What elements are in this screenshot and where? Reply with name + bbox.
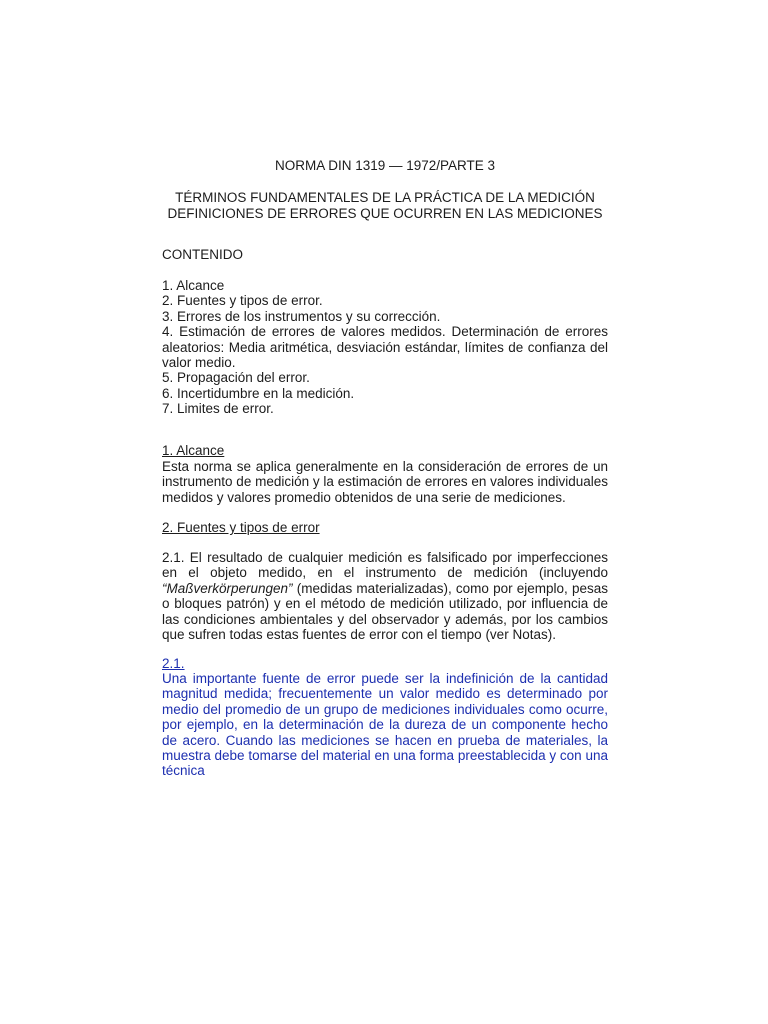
contents-item: 6. Incertidumbre en la medición. (162, 385, 355, 401)
note-2-1-heading: 2.1. (162, 656, 185, 671)
contents-list (162, 278, 608, 417)
section-2-heading: 2. Fuentes y tipos de error (162, 520, 320, 535)
document-title: NORMA DIN 1319 — 1972/PARTE 3 (274, 158, 496, 173)
section-2-1-text-start: 2.1. El resultado de cualquier medición es falsificado por imperfecciones en el objeto medido, en el instrumento de medición (incluyendo (162, 550, 608, 581)
contents-item: 4. Estimación de errores de valores medidos. Determinación de errores aleatorios: Media aritmética, desviación estándar, límites de confianza del valor medio. (162, 324, 608, 371)
document-subtitle (162, 190, 608, 222)
section-2-1-text-end: (medidas materializadas), como por ejemplo, pesas o bloques patrón) y en el método de medición utilizado, por influencia de las condiciones ambientales y del observador y además, por los cambios que sufren todas estas fuentes de error con el tiempo (ver Notas). (162, 580, 608, 643)
contents-item: 7. Limites de error. (162, 401, 274, 417)
section-2-1-paragraph (162, 550, 608, 642)
contents-heading: CONTENIDO (162, 247, 243, 262)
section-1-body: Esta norma se aplica generalmente en la consideración de errores de un instrumento de medición y la estimación de errores en valores individuales medidos y valores promedio obtenidos de una serie de mediciones. (162, 459, 608, 505)
section-1-heading: 1. Alcance (162, 443, 225, 458)
subtitle-line-2: DEFINICIONES DE ERRORES QUE OCURREN EN LAS MEDICIONES (167, 206, 603, 221)
contents-item: 3. Errores de los instrumentos y su corrección. (162, 308, 441, 324)
section-2-1-italic-term: “Maßverkörperungen” (162, 580, 293, 596)
note-2-1-body: Una importante fuente de error puede ser la indefinición de la cantidad magnitud medida; frecuentemente un valor medido es determinado por medio del promedio de un grupo de mediciones individuales como ocurre, por ejemplo, en la determinación de la dureza de un componente hecho de acero. Cuando las mediciones se hacen en prueba de materiales, la muestra debe tomarse del material en una forma preestablecida y con una técnica (162, 671, 608, 779)
contents-item: 5. Propagación del error. (162, 370, 310, 386)
contents-item: 2. Fuentes y tipos de error. (162, 293, 323, 309)
contents-item: 1. Alcance (162, 278, 225, 293)
subtitle-line-1: TÉRMINOS FUNDAMENTALES DE LA PRÁCTICA DE LA MEDICIÓN (175, 190, 595, 205)
